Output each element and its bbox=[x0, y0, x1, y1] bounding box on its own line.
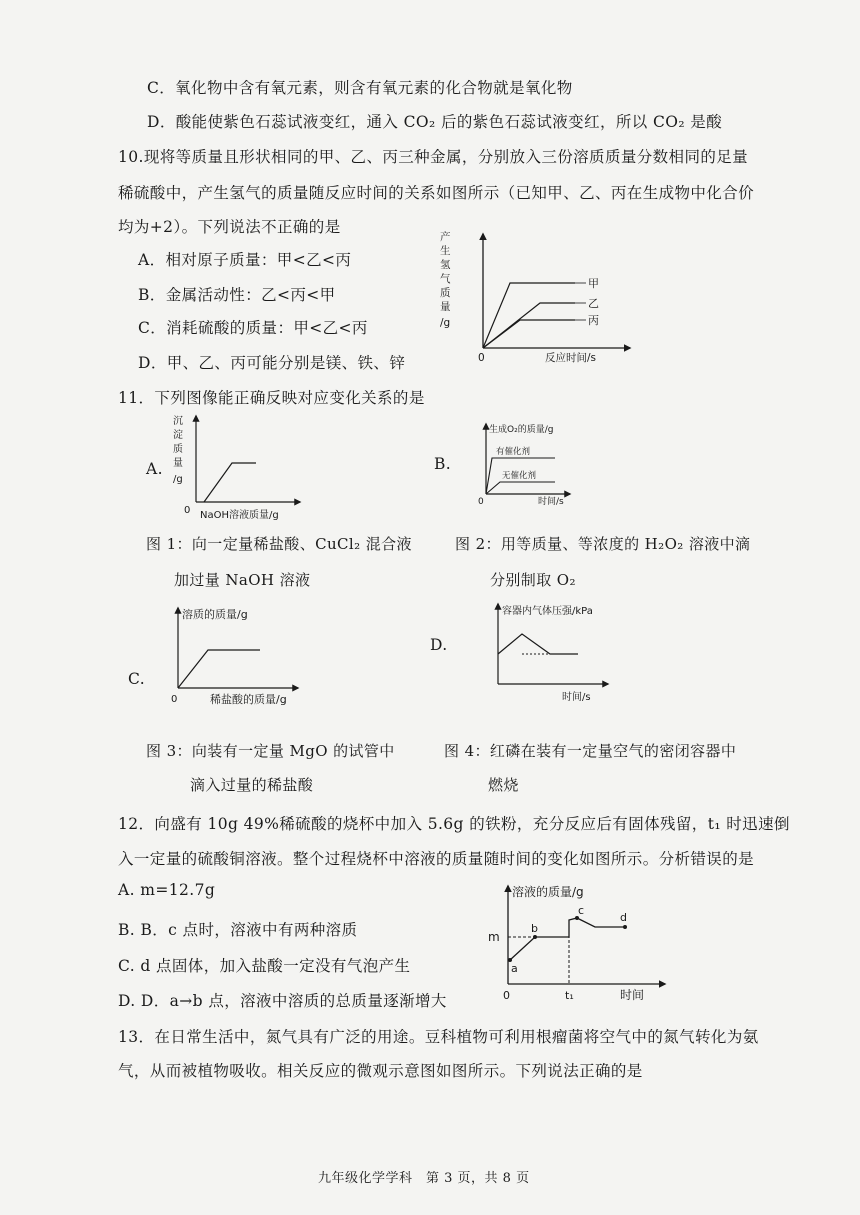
q10-stem-3: 均为+2）。下列说法不正确的是 bbox=[118, 218, 341, 236]
q9-option-d: D．酸能使紫色石蕊试液变红，通入 CO₂ 后的紫色石蕊试液变红，所以 CO₂ 是酸 bbox=[147, 113, 723, 131]
q10-chart bbox=[440, 228, 640, 368]
q11-b-series-no-catalyst bbox=[486, 482, 555, 494]
q12-t1-label: t₁ bbox=[565, 989, 574, 1002]
q11-c-series bbox=[178, 650, 260, 688]
q12-origin: 0 bbox=[503, 989, 510, 1002]
q11-d-xlabel: 时间/s bbox=[562, 692, 591, 703]
q11-d-chart bbox=[488, 600, 618, 704]
q12-series bbox=[510, 918, 625, 960]
q10-stem-1: 10.现将等质量且形状相同的甲、乙、丙三种金属，分别放入三份溶质质量分数相同的足量 bbox=[118, 148, 749, 166]
q10-option-b: B．金属活动性：乙<丙<甲 bbox=[138, 286, 336, 304]
q11-c-origin: 0 bbox=[171, 694, 178, 705]
q10-series-label-yi: 乙 bbox=[588, 297, 599, 310]
q11-b-xlabel: 时间/s bbox=[538, 497, 564, 507]
q11-c-xlabel: 稀盐酸的质量/g bbox=[210, 693, 287, 706]
q11-d-caption-2: 燃烧 bbox=[488, 776, 519, 794]
q11-d-series bbox=[498, 634, 578, 654]
q11-d-letter: D. bbox=[430, 636, 448, 654]
q11-a-letter: A. bbox=[146, 460, 163, 478]
q12-point-b bbox=[533, 935, 537, 939]
page-footer: 九年级化学学科 第 3 页，共 8 页 bbox=[318, 1171, 530, 1186]
q11-stem: 11．下列图像能正确反映对应变化关系的是 bbox=[118, 389, 425, 407]
q11-a-origin: 0 bbox=[184, 505, 191, 516]
q13-stem-2: 气，从而被植物吸收。相关反应的微观示意图如图所示。下列说法正确的是 bbox=[118, 1062, 643, 1080]
q12-option-d: D. D．a→b 点，溶液中溶质的总质量逐渐增大 bbox=[118, 992, 447, 1010]
q11-b-letter: B. bbox=[434, 455, 452, 473]
q12-point-d bbox=[623, 925, 627, 929]
q11-b-caption-2: 分别制取 O₂ bbox=[490, 571, 576, 589]
q11-a-chart bbox=[170, 410, 310, 520]
q10-origin: 0 bbox=[478, 352, 485, 364]
q12-xlabel: 时间 bbox=[620, 988, 645, 1002]
q11-a-ylabel-1: 沉 bbox=[173, 416, 183, 427]
q11-b-origin: 0 bbox=[478, 497, 484, 507]
q12-point-label-b: b bbox=[531, 922, 538, 935]
q10-ylabel-7: /g bbox=[440, 317, 451, 329]
q11-a-series bbox=[204, 463, 256, 502]
q10-ylabel-6: 量 bbox=[440, 301, 451, 313]
q11-c-caption-2: 滴入过量的稀盐酸 bbox=[190, 776, 314, 794]
q10-xlabel: 反应时间/s bbox=[545, 352, 597, 364]
q10-option-d: D．甲、乙、丙可能分别是镁、铁、锌 bbox=[138, 354, 406, 372]
q11-c-caption-1: 图 3：向装有一定量 MgO 的试管中 bbox=[146, 742, 395, 760]
q9-option-c: C．氧化物中含有氧元素，则含有氧元素的化合物就是氧化物 bbox=[147, 79, 573, 97]
q11-c-letter: C. bbox=[128, 670, 146, 688]
q11-b-series-label-no-catalyst: 无催化剂 bbox=[502, 471, 537, 481]
q12-stem-2: 入一定量的硫酸铜溶液。整个过程烧杯中溶液的质量随时间的变化如图所示。分析错误的是 bbox=[118, 850, 755, 868]
q12-option-c: C. d 点固体，加入盐酸一定没有气泡产生 bbox=[118, 957, 411, 975]
q11-a-xlabel: NaOH溶液质量/g bbox=[200, 510, 279, 521]
q11-c-ylabel: 溶质的质量/g bbox=[182, 608, 248, 621]
q10-option-c: C．消耗硫酸的质量：甲<乙<丙 bbox=[138, 319, 368, 337]
q11-b-caption-1: 图 2：用等质量、等浓度的 H₂O₂ 溶液中滴 bbox=[455, 535, 751, 553]
q11-c-chart bbox=[168, 604, 308, 708]
q12-point-label-d: d bbox=[620, 911, 627, 924]
q10-series-bing bbox=[483, 320, 575, 348]
q10-ylabel-2: 生 bbox=[440, 245, 451, 257]
q11-a-ylabel-3: 质 bbox=[173, 444, 183, 455]
q11-b-ylabel: 生成O₂的质量/g bbox=[489, 425, 554, 435]
q12-point-label-a: a bbox=[511, 962, 518, 975]
q13-stem-1: 13．在日常生活中，氮气具有广泛的用途。豆科植物可利用根瘤菌将空气中的氮气转化为氨 bbox=[118, 1028, 759, 1046]
q10-ylabel-3: 氢 bbox=[440, 259, 451, 271]
q10-ylabel-1: 产 bbox=[440, 231, 451, 243]
q12-m-label: m bbox=[488, 930, 500, 944]
q11-a-ylabel-5: /g bbox=[173, 474, 183, 485]
q11-a-ylabel-4: 量 bbox=[173, 458, 183, 469]
q10-ylabel-4: 气 bbox=[440, 273, 451, 285]
q10-stem-2: 稀硫酸中，产生氢气的质量随反应时间的关系如图所示（已知甲、乙、丙在生成物中化合价 bbox=[118, 184, 755, 202]
q10-option-a: A．相对原子质量：甲<乙<丙 bbox=[138, 251, 352, 269]
q11-d-caption-1: 图 4：红磷在装有一定量空气的密闭容器中 bbox=[444, 742, 737, 760]
q12-option-b: B. B．c 点时，溶液中有两种溶质 bbox=[118, 921, 358, 939]
q12-stem-1: 12．向盛有 10g 49%稀硫酸的烧杯中加入 5.6g 的铁粉，充分反应后有固体残留，t₁ 时迅速倒 bbox=[118, 815, 790, 833]
q11-a-ylabel-2: 淀 bbox=[173, 430, 183, 441]
q12-ylabel: 溶液的质量/g bbox=[512, 885, 584, 899]
q10-ylabel-5: 质 bbox=[440, 287, 451, 299]
q11-d-ylabel: 容器内气体压强/kPa bbox=[502, 606, 593, 617]
q12-option-a: A. m=12.7g bbox=[118, 881, 216, 899]
q11-b-chart bbox=[470, 420, 590, 512]
q11-b-series-label-catalyst: 有催化剂 bbox=[496, 447, 531, 457]
q10-series-yi bbox=[483, 303, 575, 348]
q11-a-caption-1: 图 1：向一定量稀盐酸、CuCl₂ 混合液 bbox=[146, 535, 412, 553]
q10-series-label-bing: 丙 bbox=[588, 314, 599, 327]
q12-point-label-c: c bbox=[578, 904, 585, 917]
q12-chart bbox=[480, 880, 680, 1006]
q10-series-label-jia: 甲 bbox=[588, 277, 599, 290]
q11-a-caption-2: 加过量 NaOH 溶液 bbox=[174, 571, 311, 589]
